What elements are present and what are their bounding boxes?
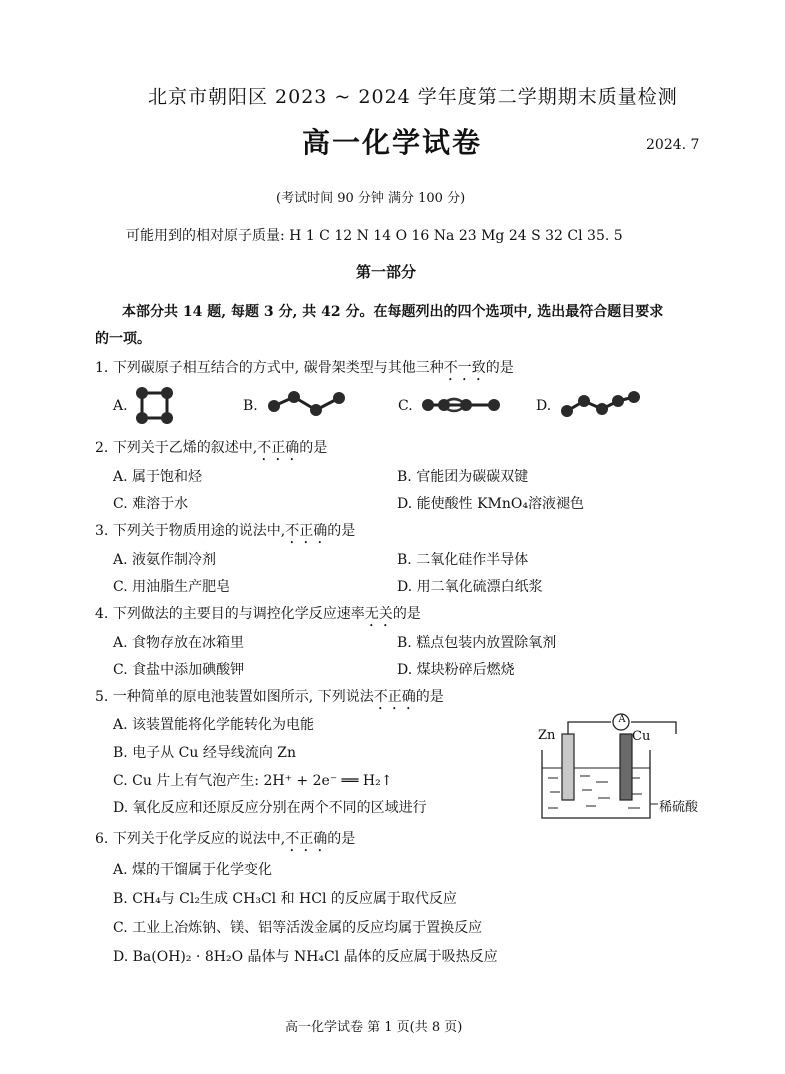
exam-title: 北京市朝阳区 2023 ~ 2024 学年度第二学期期末质量检测 xyxy=(148,86,678,108)
q5-option-b: B. 电子从 Cu 经导线流向 Zn xyxy=(113,745,297,761)
q6-option-d: D. Ba(OH)₂ · 8H₂O 晶体与 NH₄Cl 晶体的反应属于吸热反应 xyxy=(113,949,498,965)
molecule-ring-a xyxy=(132,383,178,429)
q2-option-a: A. 属于饱和烃 xyxy=(113,469,203,485)
question-5-stem xyxy=(95,687,444,713)
q3-option-d: D. 用二氧化硫漂白纸浆 xyxy=(397,579,543,595)
emphasis-text: 无关 xyxy=(364,606,393,622)
question-text: 一种简单的原电池装置如图所示, 下列说法 xyxy=(112,689,374,705)
question-4-stem xyxy=(95,604,421,630)
question-text-end: 的是 xyxy=(327,831,356,847)
copper-electrode xyxy=(620,734,632,800)
question-3-stem xyxy=(95,521,355,547)
question-text-end: 的是 xyxy=(327,523,356,539)
question-text: 下列关于化学反应的说法中, xyxy=(112,831,286,847)
q4-option-d: D. 煤块粉碎后燃烧 xyxy=(397,662,515,678)
question-text: 下列碳原子相互结合的方式中, 碳骨架类型与其他三种 xyxy=(112,360,444,376)
question-text: 下列做法的主要目的与调控化学反应速率 xyxy=(112,606,365,622)
question-number: 4. xyxy=(95,606,109,622)
q2-option-b: B. 官能团为碳碳双键 xyxy=(397,469,529,485)
q2-option-d: D. 能使酸性 KMnO₄溶液褪色 xyxy=(397,496,584,512)
q1-option-b-label: B. xyxy=(243,398,258,414)
q1-option-d-label: D. xyxy=(536,398,552,414)
question-number: 1. xyxy=(95,360,109,376)
q6-option-c: C. 工业上冶炼钠、镁、铝等活泼金属的反应均属于置换反应 xyxy=(113,920,483,936)
emphasis-text: 不正确 xyxy=(373,689,416,705)
zinc-electrode xyxy=(562,734,574,800)
emphasis-text: 不正确 xyxy=(285,523,328,539)
emphasis-text: 不一致 xyxy=(443,360,486,376)
q4-option-a: A. 食物存放在冰箱里 xyxy=(113,635,245,651)
q1-option-a-label: A. xyxy=(113,398,128,414)
section-instruction-2: 的一项。 xyxy=(95,331,151,347)
q3-option-c: C. 用油脂生产肥皂 xyxy=(113,579,231,595)
q6-option-b: B. CH₄与 Cl₂生成 CH₃Cl 和 HCl 的反应属于取代反应 xyxy=(113,891,457,907)
question-text-end: 的是 xyxy=(415,689,444,705)
page-footer: 高一化学试卷 第 1 页(共 8 页) xyxy=(285,1020,463,1035)
q3-option-a: A. 液氨作制冷剂 xyxy=(113,552,217,568)
question-number: 6. xyxy=(95,831,109,847)
question-number: 5. xyxy=(95,689,109,705)
question-text: 下列关于物质用途的说法中, xyxy=(112,523,286,539)
emphasis-text: 不正确 xyxy=(285,831,328,847)
question-2-stem xyxy=(95,438,327,464)
molecule-chain-d xyxy=(560,389,642,421)
section-instruction-1: 本部分共 14 题, 每题 3 分, 共 42 分。在每题列出的四个选项中, 选出最符合题目要求 xyxy=(122,304,664,320)
question-number: 2. xyxy=(95,440,109,456)
q5-option-c: C. Cu 片上有气泡产生: 2H⁺ + 2e⁻ ══ H₂↑ xyxy=(113,773,393,789)
molecule-linear-c xyxy=(420,392,504,418)
exam-date: 2024. 7 xyxy=(646,137,700,153)
question-text: 下列关于乙烯的叙述中, xyxy=(112,440,258,456)
q4-option-b: B. 糕点包装内放置除氧剂 xyxy=(397,635,557,651)
q5-option-a: A. 该装置能将化学能转化为电能 xyxy=(113,717,315,733)
q1-option-c-label: C. xyxy=(398,398,413,414)
question-text-end: 的是 xyxy=(485,360,514,376)
paper-title: 高一化学试卷 xyxy=(302,126,483,159)
q3-option-b: B. 二氧化硅作半导体 xyxy=(397,552,529,568)
time-note: (考试时间 90 分钟 满分 100 分) xyxy=(276,191,466,206)
section-title: 第一部分 xyxy=(356,263,417,281)
cu-label: Cu xyxy=(632,729,651,744)
solution-label: 稀硫酸 xyxy=(659,800,699,815)
q2-option-c: C. 难溶于水 xyxy=(113,496,189,512)
q4-option-c: C. 食盐中添加碘酸钾 xyxy=(113,662,245,678)
atomic-masses: 可能用到的相对原子质量: H 1 C 12 N 14 O 16 Na 23 Mg 24 S 32 Cl 35. 5 xyxy=(126,228,623,244)
ammeter-label: A xyxy=(618,714,626,725)
molecule-chain-b xyxy=(266,388,348,424)
question-text-end: 的是 xyxy=(299,440,328,456)
question-number: 3. xyxy=(95,523,109,539)
emphasis-text: 不正确 xyxy=(257,440,300,456)
q5-option-d: D. 氧化反应和还原反应分别在两个不同的区域进行 xyxy=(113,800,427,816)
question-1-stem xyxy=(95,358,514,384)
question-text-end: 的是 xyxy=(392,606,421,622)
question-6-stem xyxy=(95,829,355,855)
zn-label: Zn xyxy=(538,728,556,743)
q6-option-a: A. 煤的干馏属于化学变化 xyxy=(113,862,273,878)
